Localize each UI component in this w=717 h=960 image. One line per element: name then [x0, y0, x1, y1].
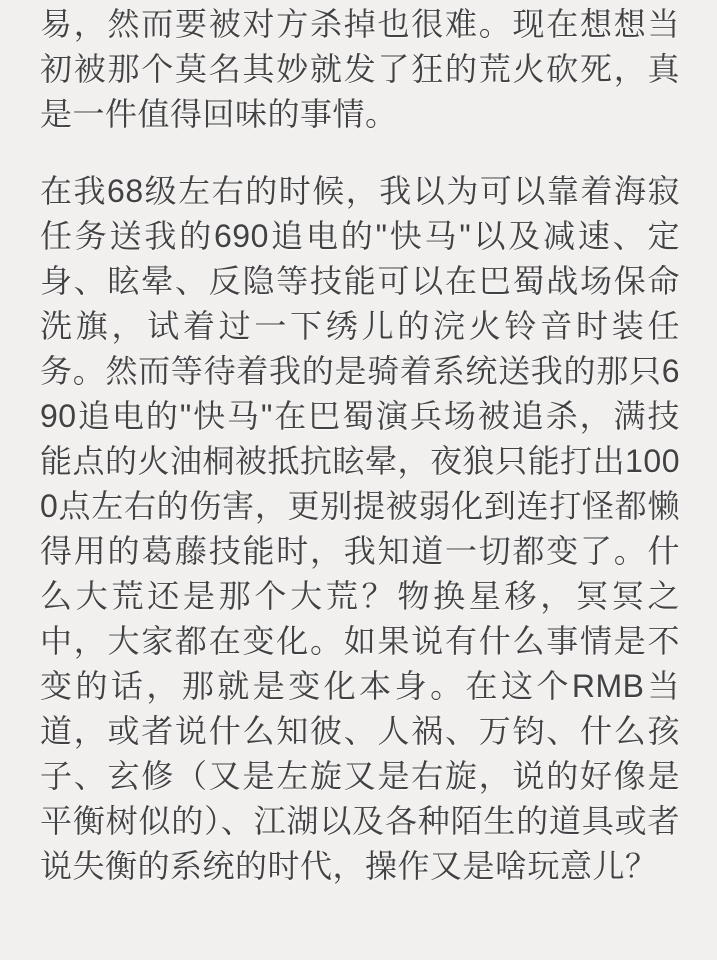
article-body [40, 2, 680, 889]
paragraph-2: 在我68级左右的时候，我以为可以靠着海寂任务送我的690追电的"快马"以及减速、定身、眩晕、反隐等技能可以在巴蜀战场保命洗旗，试着过一下绣儿的浣火铃音时装任务。然而等待着我的是骑着系统送我的那只690追电的"快马"在巴蜀演兵场被追杀，满技能点的火油桐被抵抗眩晕，夜狼只能打出1000点左右的伤害，更别提被弱化到连打怪都懒得用的葛藤技能时，我知道一切都变了。什么大荒还是那个大荒？物换星移，冥冥之中，大家都在变化。如果说有什么事情是不变的话，那就是变化本身。在这个RMB当道，或者说什么知彼、人祸、万钧、什么孩子、玄修（又是左旋又是右旋，说的好像是平衡树似的）、江湖以及各种陌生的道具或者说失衡的系统的时代，操作又是啥玩意儿？ [40, 173, 680, 884]
paragraph-1: 易，然而要被对方杀掉也很难。现在想想当初被那个莫名其妙就发了狂的荒火砍死，真是一件值得回味的事情。 [40, 6, 680, 132]
